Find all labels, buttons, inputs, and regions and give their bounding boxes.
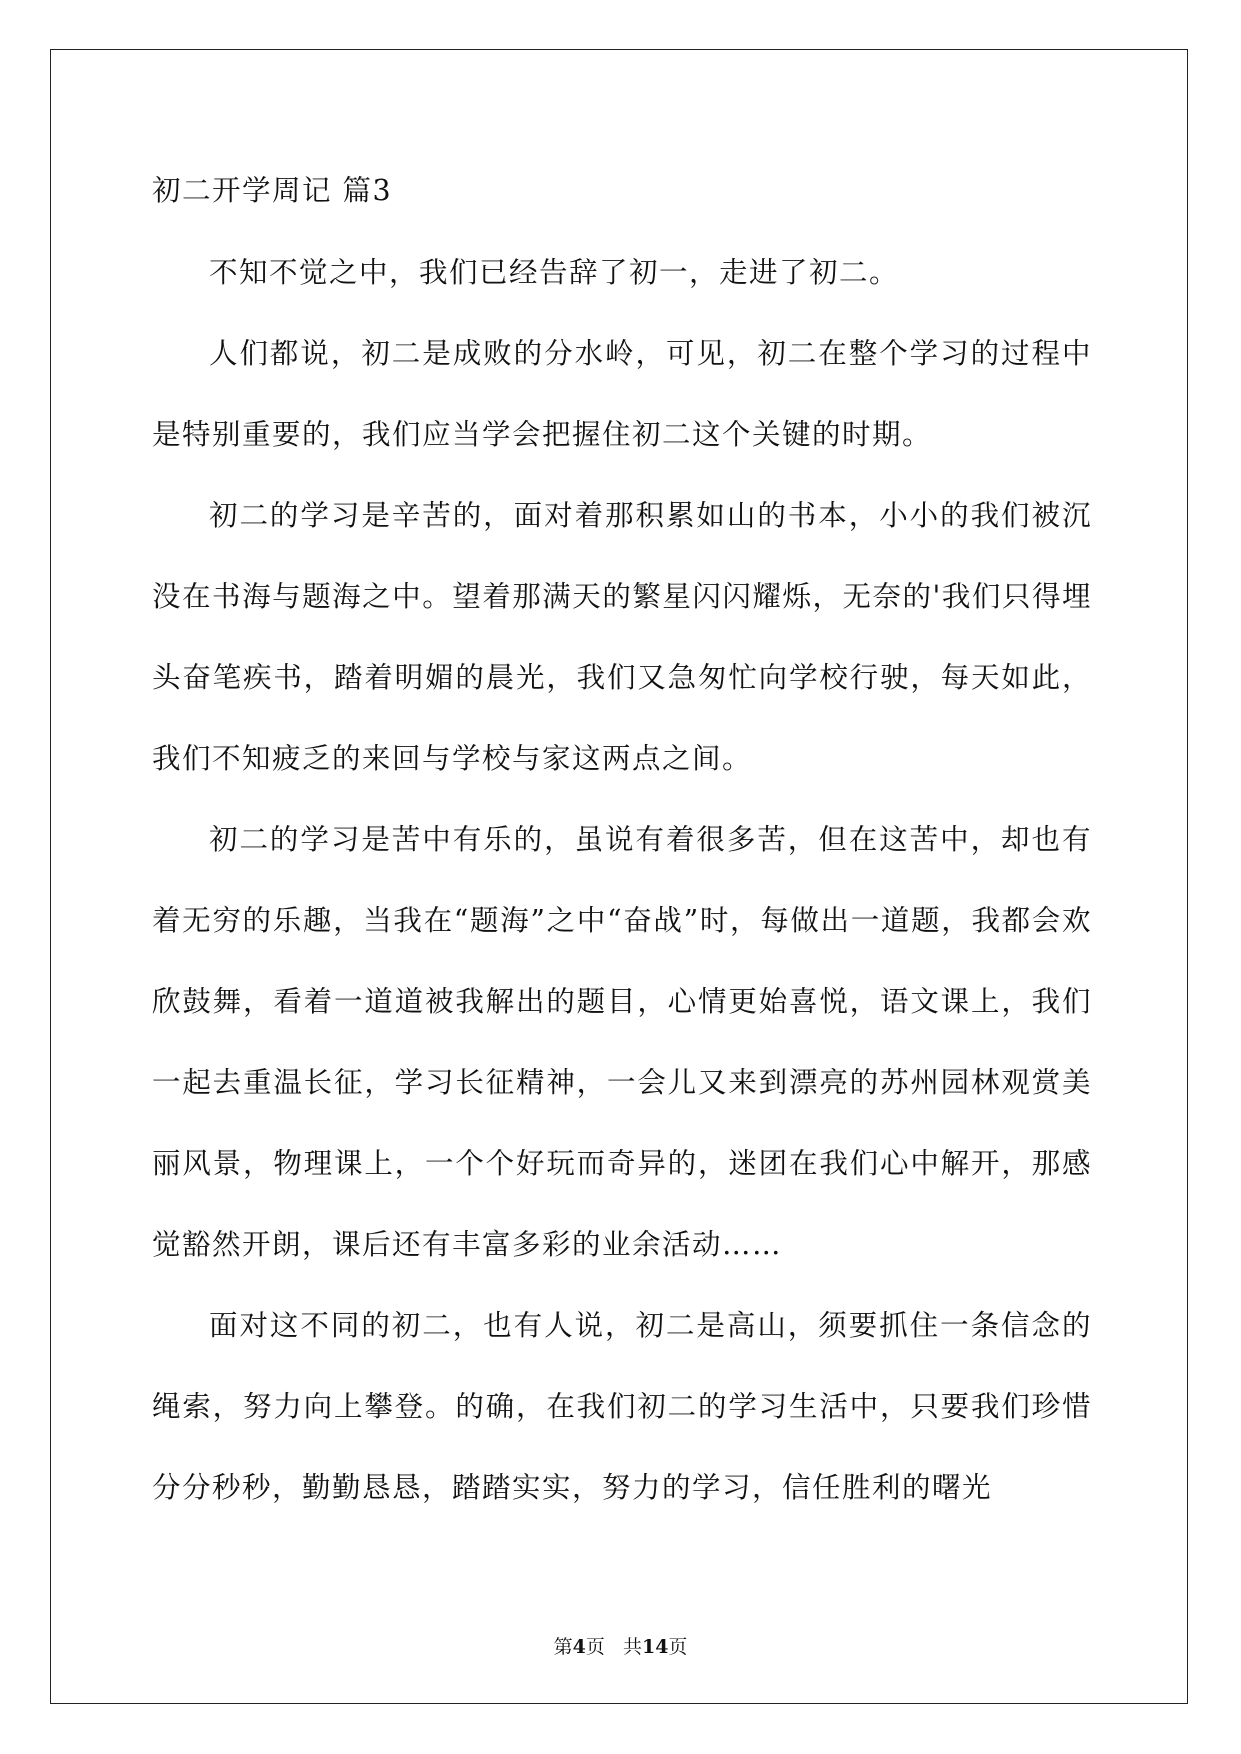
total-pages-number: 14 [641, 1636, 669, 1658]
paragraph: 不知不觉之中，我们已经告辞了初一，走进了初二。 [209, 256, 900, 289]
page-footer [0, 1632, 1241, 1659]
document-title: 初二开学周记 篇3 [152, 174, 393, 207]
document-body [152, 150, 1092, 1528]
footer-prefix: 第 [553, 1636, 573, 1658]
paragraph: 面对这不同的初二，也有人说，初二是高山，须要抓住一条信念的绳索，努力向上攀登。的确，在我们初二的学习生活中，只要我们珍惜分分秒秒，勤勤恳恳，踏踏实实，努力的学习，信任胜利的曙光 [152, 1309, 1092, 1504]
paragraph: 初二的学习是苦中有乐的，虽说有着很多苦，但在这苦中，却也有着无穷的乐趣，当我在“题海”之中“奋战”时，每做出一道题，我都会欢欣鼓舞，看着一道道被我解出的题目，心情更始喜悦，语文课上，我们一起去重温长征，学习长征精神，一会儿又来到漂亮的苏州园林观赏美丽风景，物理课上，一个个好玩而奇异的，迷团在我们心中解开，那感觉豁然开朗，课后还有丰富多彩的业余活动…… [152, 823, 1092, 1261]
paragraph: 人们都说，初二是成败的分水岭，可见，初二在整个学习的过程中是特别重要的，我们应当学会把握住初二这个关键的时期。 [152, 337, 1092, 451]
footer-total-prefix: 共 [622, 1636, 642, 1658]
current-page-number: 4 [572, 1636, 586, 1658]
footer-total-suffix: 页 [668, 1636, 688, 1658]
paragraph: 初二的学习是辛苦的，面对着那积累如山的书本，小小的我们被沉没在书海与题海之中。望着那满天的繁星闪闪耀烁，无奈的'我们只得埋头奋笔疾书，踏着明媚的晨光，我们又急匆忙向学校行驶，每天如此，我们不知疲乏的来回与学校与家这两点之间。 [152, 499, 1092, 775]
footer-page-word: 页 [585, 1636, 605, 1658]
